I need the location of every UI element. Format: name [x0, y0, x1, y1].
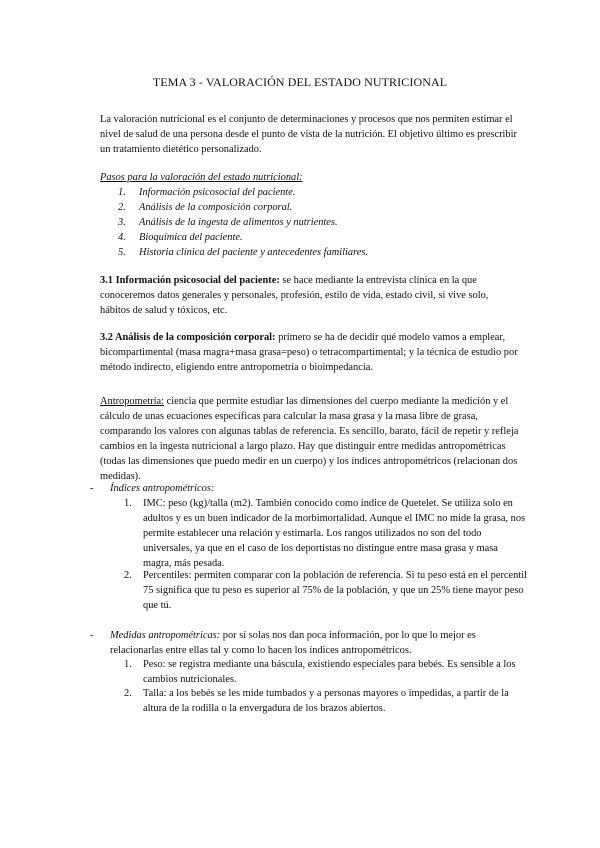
- list-item: 3. Análisis de la ingesta de alimentos y nutrientes.: [118, 217, 338, 228]
- section-text: se hace mediante la entrevista clínica en la que conoceremos datos generales y personales, profesión, estilo de vida, estado civil, si vive solo, hábitos de salud y tóxicos, etc.: [100, 275, 489, 316]
- term-label: Antropometría:: [100, 396, 165, 407]
- section-heading: 3.2 Análisis de la composición corporal:: [100, 332, 276, 343]
- list-item: 4. Bioquímica del paciente.: [118, 232, 243, 243]
- section-3-1: [100, 273, 520, 318]
- term-text: ciencia que permite estudiar las dimensiones del cuerpo mediante la medición y el cálculo de unas ecuaciones específicas para calcular la masa grasa y la masa libre de grasa, comparando los valores con algunas tablas de referencia. Es sencillo, barato, fácil de repetir y refleja cambios en la ingesta nutricional a largo plazo. Hay que distinguir entre medidas antropométricas (todas las dimensiones que puedo medir en un cuerpo) y los índices antropométricos (relacionan dos medidas).: [100, 396, 519, 482]
- section-3-2: [100, 330, 520, 375]
- section-text: primero se ha de decidir qué modelo vamos a emplear, bicompartimental (masa magra+masa grasa=peso) o tetracompartimental; y la técnica de estudio por método indirecto, eligiendo entre antropometría o bioimpedancia.: [100, 332, 518, 373]
- intro-text: La valoración nutricional es el conjunto de determinaciones y procesos que nos permiten estimar el nivel de salud de una persona desde el punto de vista de la nutrición. El objetivo último es prescribir un tratamiento dietético personalizado.: [100, 114, 517, 155]
- section-heading: 3.1 Información psicosocial del paciente:: [100, 275, 280, 286]
- medidas-heading: Medidas antropométricas:: [110, 630, 221, 641]
- list-item-text: Peso: se registra mediante una báscula, existiendo especiales para bebés. Es sensible a los cambios nutricionales.: [143, 659, 516, 685]
- list-item: 1. IMC: peso (kg)/talla (m2). También conocido como índice de Quetelet. Se utiliza solo en adultos y es un buen indicador de la morbimortalidad. Aunque el IMC no mide la grasa, nos permite establecer una relación y estimarla. Los rangos utilizados no son del todo universales, ya que en el caso de los deportistas no distingue entre masa grasa y masa magra, más pesada.: [124, 498, 526, 569]
- list-item: 2. Percentiles: permiten comparar con la población de referencia. Si tu peso está en el percentil 75 significa que tu peso es superior al 75% de la población, y que un 25% tiene mayor peso que tú.: [124, 570, 528, 611]
- list-item: 5. Historia clínica del paciente y antecedentes familiares.: [118, 247, 369, 258]
- list-item: 1. Peso: se registra mediante una báscula, existiendo especiales para bebés. Es sensible a los cambios nutricionales.: [124, 659, 516, 685]
- list-item-text: Percentiles: permiten comparar con la población de referencia. Si tu peso está en el percentil 75 significa que tu peso es superior al 75% de la población, y que un 25% tiene mayor peso que tú.: [143, 570, 528, 611]
- medidas-text: por sí solas nos dan poca información, por lo que lo mejor es relacionarlas entre ellas tal y como lo hacen los índices antropométricos.: [110, 630, 476, 656]
- list-item-text: IMC: peso (kg)/talla (m2). También conocido como índice de Quetelet. Se utiliza solo en adultos y es un buen indicador de la morbimortalidad. Aunque el IMC no mide la grasa, nos permite establecer una relación y estimarla. Los rangos utilizados no son del todo universales, ya que en el caso de los deportistas no distingue entre masa grasa y masa magra, más pesada.: [143, 498, 526, 569]
- page-title: TEMA 3 - VALORACIÓN DEL ESTADO NUTRICIONAL: [152, 75, 448, 89]
- indices-heading: - Índices antropométricos:: [90, 483, 215, 494]
- list-item-text: Talla: a los bebés se les mide tumbados y a personas mayores o impedidas, a partir de la altura de la rodilla o la envergadura de los brazos abiertos.: [143, 688, 509, 714]
- list-item: 1. Información psicosocial del paciente.: [118, 187, 296, 198]
- steps-heading: Pasos para la valoración del estado nutricional:: [100, 172, 303, 183]
- bullet-dash: -: [90, 483, 94, 494]
- steps-list: [118, 185, 518, 260]
- antropometria-paragraph: [100, 394, 520, 484]
- medidas-paragraph: [90, 628, 520, 658]
- intro-paragraph: [100, 112, 520, 157]
- list-item: 2. Análisis de la composición corporal.: [118, 202, 293, 213]
- bullet-dash: -: [90, 630, 94, 641]
- list-item: 2. Talla: a los bebés se les mide tumbados y a personas mayores o impedidas, a partir de la altura de la rodilla o la envergadura de los brazos abiertos.: [124, 688, 509, 714]
